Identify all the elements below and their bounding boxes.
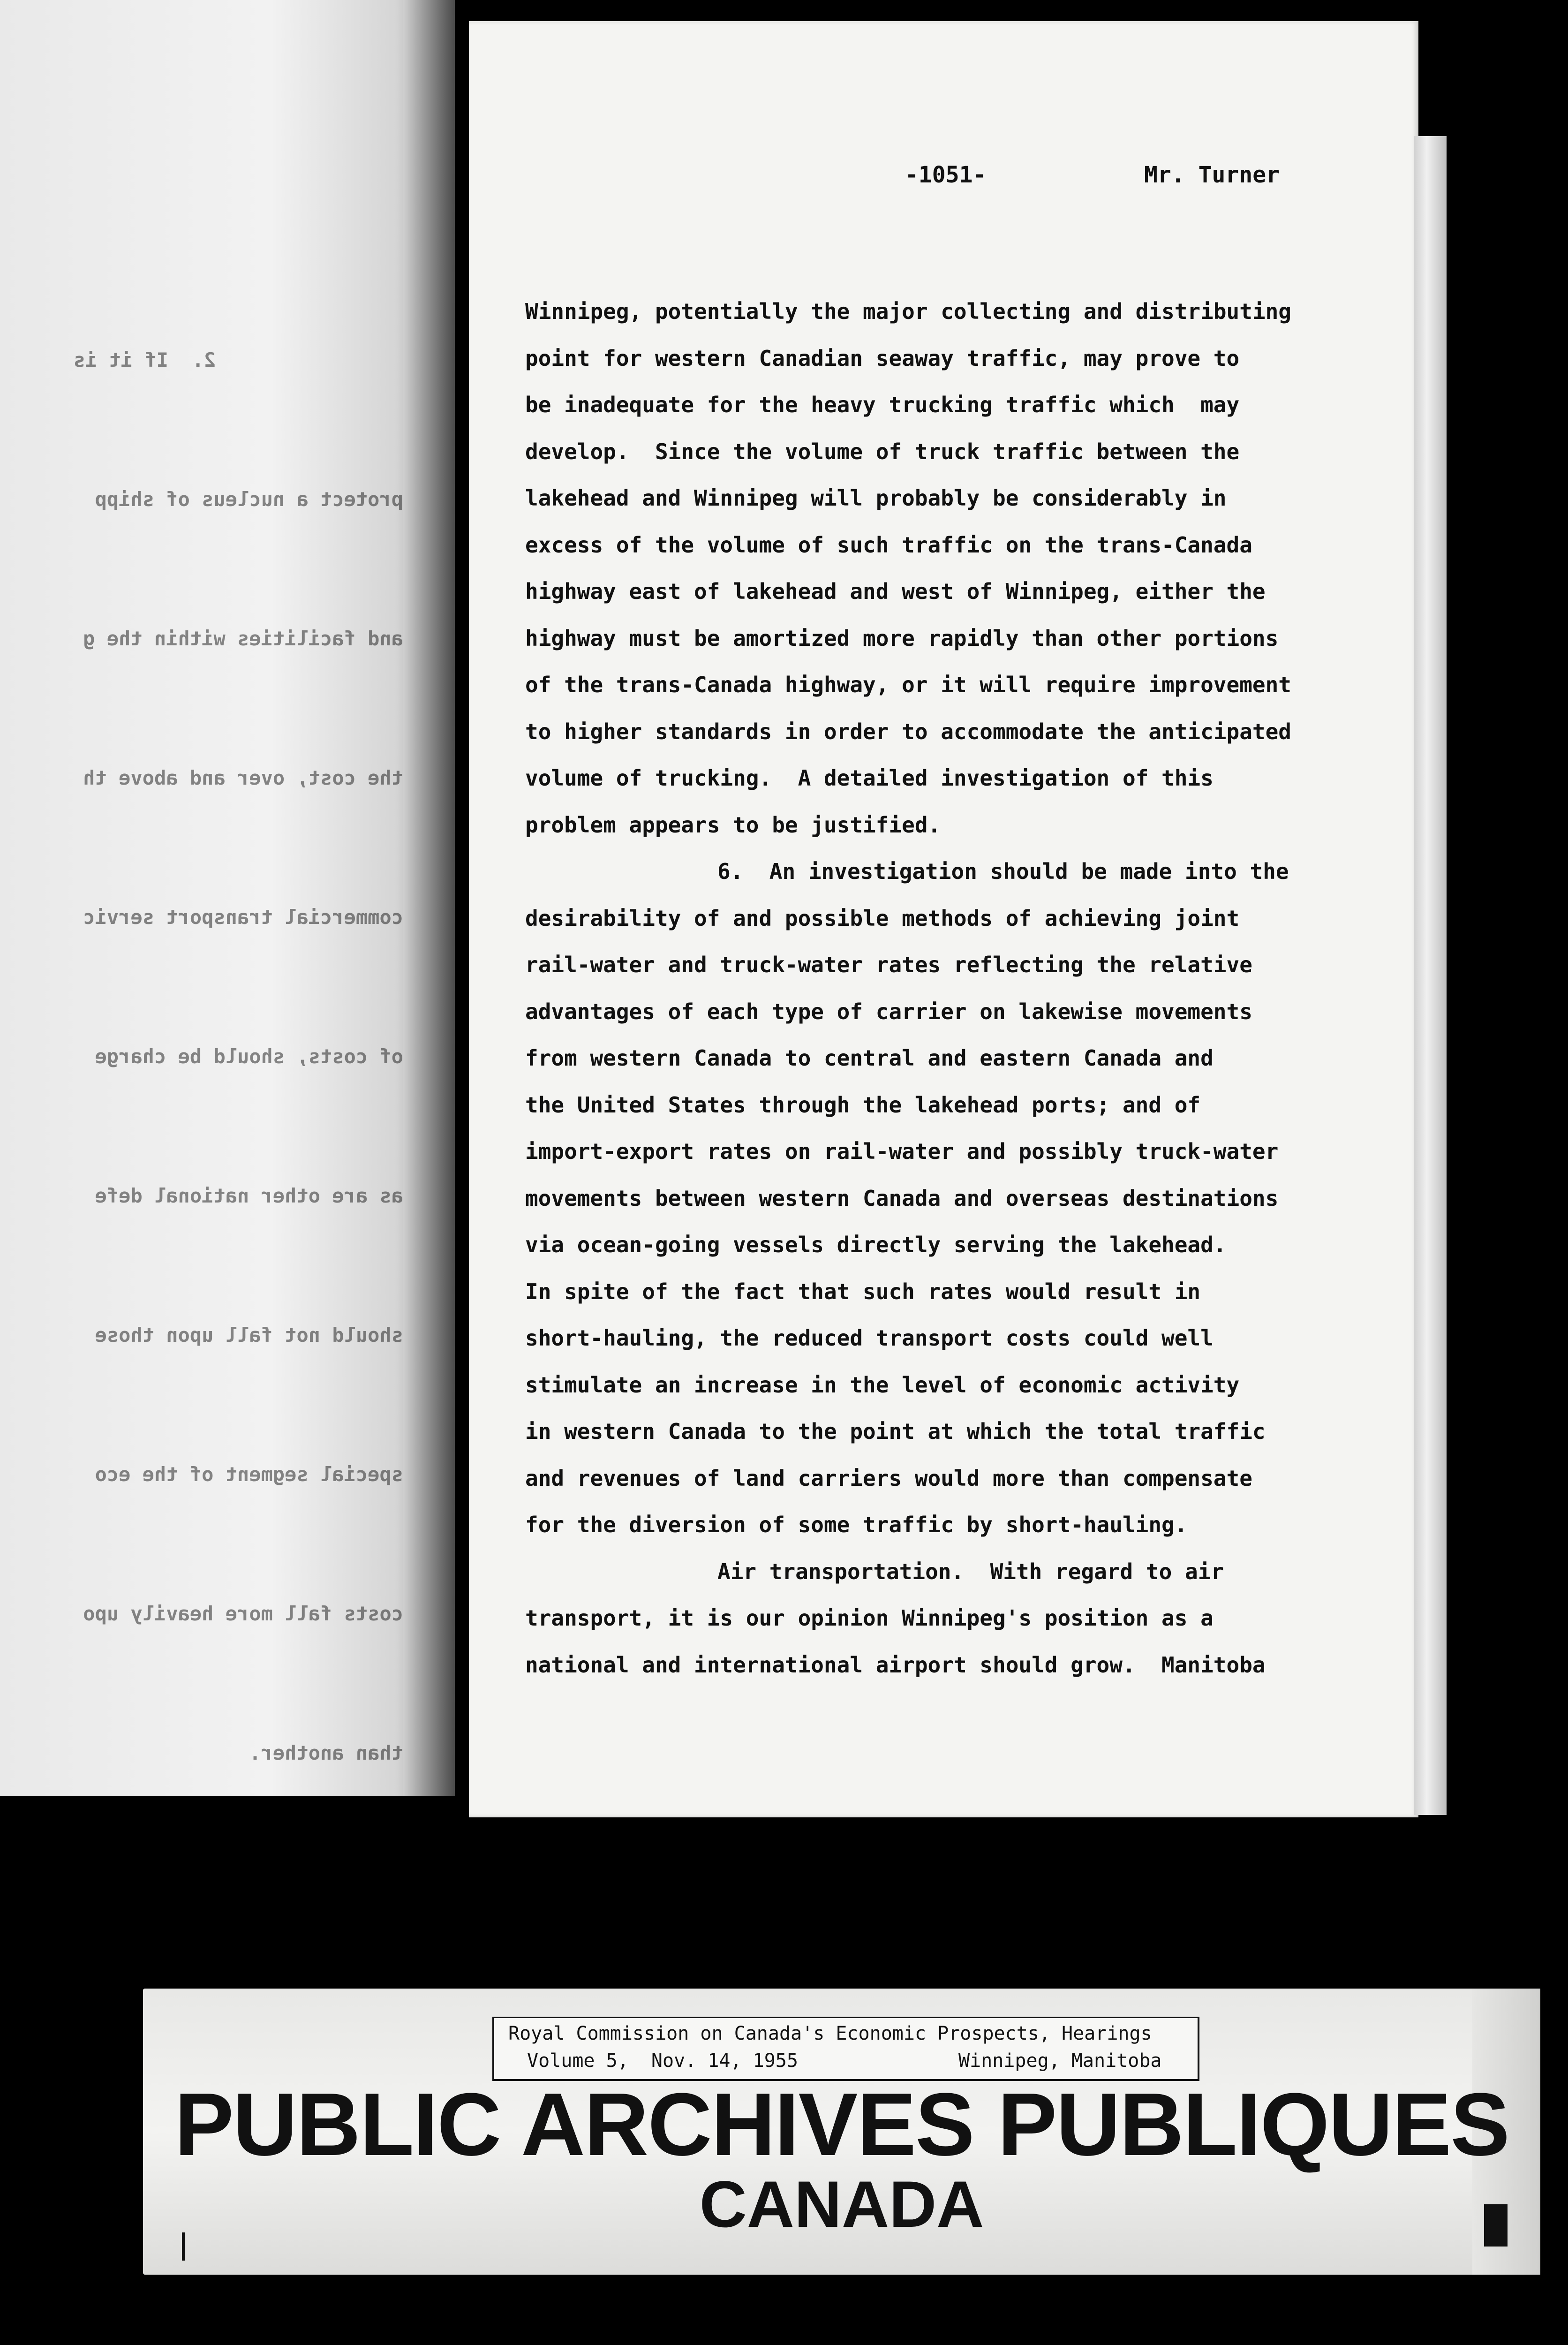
archives-title: PUBLIC ARCHIVES PUBLIQUES (174, 2075, 1509, 2174)
text-line: highway must be amortized more rapidly than other portions (525, 625, 1279, 651)
speaker-name: Mr. Turner (1144, 162, 1280, 188)
left-line: special segment of the eco (95, 1463, 403, 1486)
text-line: in western Canada to the point at which the total traffic (525, 1419, 1266, 1444)
text-line: problem appears to be justified. (525, 812, 941, 838)
left-page-mirrored-text (0, 244, 403, 1796)
text-line: the United States through the lakehead ports; and of (525, 1092, 1201, 1118)
left-line: commercial transport servic (83, 906, 403, 929)
left-facing-page (0, 0, 450, 1796)
archives-subtitle: CANADA (699, 2167, 984, 2241)
text-line: excess of the volume of such traffic on the trans-Canada (525, 532, 1252, 558)
text-line: lakehead and Winnipeg will probably be considerably in (525, 485, 1227, 511)
text-line: highway east of lakehead and west of Winnipeg, either the (525, 579, 1266, 604)
left-line: as are other national defe (95, 1184, 403, 1207)
document-label (492, 2017, 1199, 2081)
text-line: import-export rates on rail-water and possibly truck-water (525, 1139, 1279, 1164)
book-spine-shadow (403, 0, 455, 1796)
text-line: transport, it is our opinion Winnipeg's position as a (525, 1605, 1214, 1631)
text-line: point for western Canadian seaway traffic, may prove to (525, 345, 1240, 371)
text-line: desirability of and possible methods of achieving joint (525, 905, 1240, 931)
paragraph-start-line: 6. An investigation should be made into the (717, 859, 1289, 884)
text-line: advantages of each type of carrier on lakewise movements (525, 999, 1252, 1024)
page-header (469, 162, 1418, 199)
page-number: -1051- (905, 162, 987, 188)
text-line: In spite of the fact that such rates would result in (525, 1278, 1201, 1304)
left-line: should not fall upon those (95, 1324, 403, 1346)
left-line: costs fall more heavily upo (83, 1602, 403, 1625)
left-line: protect a nucleus of shipp (95, 488, 403, 511)
text-line: rail-water and truck-water rates reflecting the relative (525, 952, 1252, 977)
text-line: and revenues of land carriers would more than compensate (525, 1465, 1252, 1491)
label-location: Winnipeg, Manitoba (958, 2050, 1162, 2072)
paragraph-start-line: Air transportation. With regard to air (717, 1558, 1224, 1584)
label-volume-date: Volume 5, Nov. 14, 1955 (527, 2050, 798, 2072)
text-line: of the trans-Canada highway, or it will require improvement (525, 672, 1291, 697)
text-line: be inadequate for the heavy trucking traffic which may (525, 392, 1240, 417)
label-title: Royal Commission on Canada's Economic Prospects, Hearings (508, 2023, 1152, 2044)
left-line: and facilities within the g (83, 627, 403, 650)
left-line: than another. (249, 1741, 403, 1764)
text-line: movements between western Canada and overseas destinations (525, 1185, 1279, 1211)
text-line: via ocean-going vessels directly serving the lakehead. (525, 1232, 1227, 1257)
text-line: volume of trucking. A detailed investigation of this (525, 765, 1214, 791)
left-line: the cost, over and above th (83, 766, 403, 789)
text-line: develop. Since the volume of truck traffic between the (525, 439, 1240, 464)
body-text (525, 288, 1407, 1688)
text-line: for the diversion of some traffic by short-hauling. (525, 1512, 1188, 1537)
text-line: to higher standards in order to accommodate the anticipated (525, 719, 1291, 744)
left-line: 2. If it is (73, 348, 216, 371)
text-line: Winnipeg, potentially the major collecting and distributing (525, 299, 1291, 324)
text-line: national and international airport should grow. Manitoba (525, 1652, 1266, 1678)
text-line: stimulate an increase in the level of economic activity (525, 1372, 1240, 1398)
left-line: of costs, should be charge (95, 1045, 403, 1068)
text-line: from western Canada to central and eastern Canada and (525, 1045, 1214, 1071)
page-edge (1414, 136, 1447, 1815)
typed-page (469, 21, 1418, 1817)
text-line: short-hauling, the reduced transport costs could well (525, 1325, 1214, 1351)
